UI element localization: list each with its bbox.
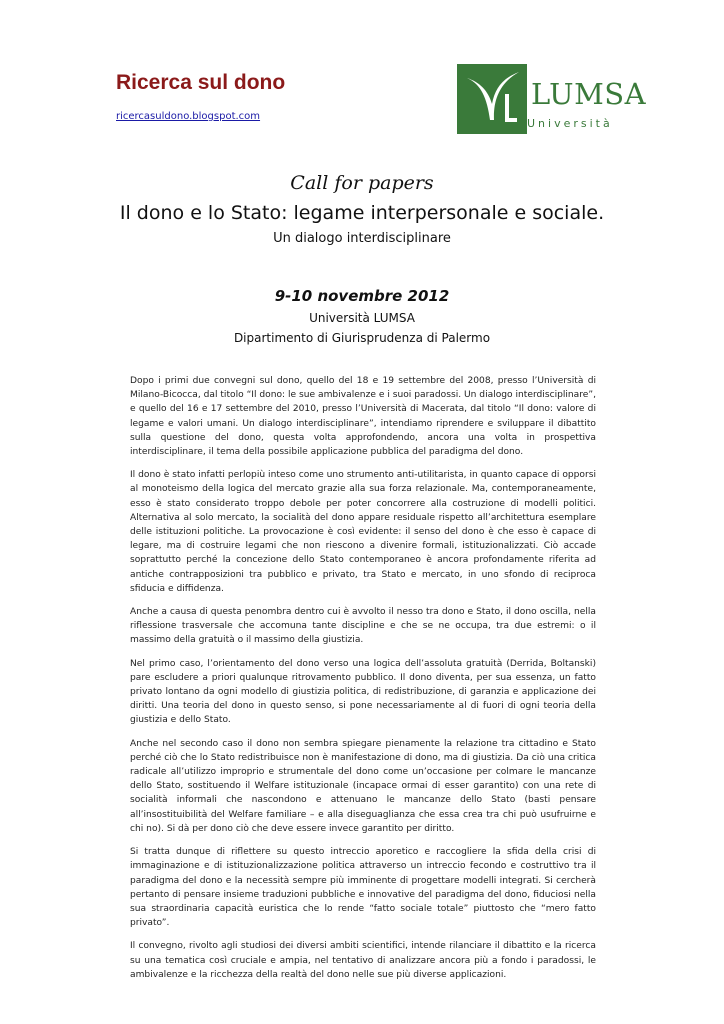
blog-link[interactable]: ricercasuldono.blogspot.com bbox=[116, 111, 261, 122]
event-title: Il dono e lo Stato: legame interpersonale e sociale. bbox=[119, 202, 605, 224]
body-text bbox=[130, 374, 596, 991]
lumsa-leaf-icon bbox=[457, 64, 527, 134]
paragraph: Nel primo caso, l’orientamento del dono verso una logica dell’assoluta gratuità (Derrida, Boltanski) pare escludere a priori qualunque ritrovamento pubblico. Il dono diventa, per sua essenza, un fatto privato lontano da ogni modello di giustizia politica, di redistribuzione, di garanzia e applicazione dei diritti. Una teoria del dono in questo senso, si pone necessariamente al di fuori di ogni teoria della giustizia e dello Stato. bbox=[130, 658, 596, 726]
paragraph: Anche nel secondo caso il dono non sembra spiegare pienamente la relazione tra cittadino e Stato perché ciò che lo Stato redistribuisce non è manifestazione di dono, ma di giustizia. Da ciò una critica radicale all’utilizzo improprio e strumentale del dono come un’occasione per colmare le mancanze dello Stato, sostituendo il Welfare istituzionale (incapace ormai di esser garantito) con una rete di socialità informali che nascondono e attenuano le mancanze dello Stato (basti pensare all’insostituibilità del Welfare familiare – e alla diseguaglianza che essa crea tra chi può usufruirne e chi no). Si dà per dono ciò che deve essere invece garantito per diritto. bbox=[130, 738, 596, 834]
event-department: Dipartimento di Giurisprudenza di Palermo bbox=[233, 331, 491, 345]
event-date: 9-10 novembre 2012 bbox=[274, 287, 450, 305]
event-venue: Università LUMSA bbox=[309, 311, 415, 325]
lumsa-logo bbox=[457, 64, 647, 134]
paragraph: Anche a causa di questa penombra dentro cui è avvolto il nesso tra dono e Stato, il dono oscilla, nella riflessione trasversale che accomuna tante discipline e che se ne occupa, tra due estremi: o il massimo della gratuità o il massimo della giustizia. bbox=[130, 607, 596, 646]
paragraph: Il dono è stato infatti perlopiù inteso come uno strumento anti-utilitarista, in quanto capace di opporsi al monoteismo della logica del mercato grazie alla sua forza relazionale. Ma, contemporaneamente, esso è stato considerato troppo debole per poter concorrere alla costruzione di modelli politici. Alternativa al solo mercato, la socialità del dono appare residuale rispetto all’architettura esemplare delle istituzioni politiche. La provocazione è così evidente: il senso del dono è che esso è capace di legare, ma di costruire legami che non riescono a divenire formali, istituzionalizzati. Ciò accade soprattutto perché la concezione dello Stato contemporaneo è ancora profondamente riferita ad antiche contrapposizioni tra pubblico e privato, tra Stato e mercato, in uno sfondo di reciproca sfiducia e diffidenza. bbox=[130, 470, 596, 594]
logo-name: LUMSA bbox=[531, 77, 647, 111]
paragraph: Dopo i primi due convegni sul dono, quello del 18 e 19 settembre del 2008, presso l’Università di Milano-Bicocca, dal titolo “Il dono: le sue ambivalenze e i suoi paradossi. Un dialogo interdisciplinare”, e quello del 16 e 17 settembre del 2010, presso l’Università di Macerata, dal titolo “Il dono: valore di legame e valori umani. Un dialogo interdisciplinare”, intendiamo riprendere e sviluppare il dibattito sulla questione del dono, questa volta approfondendo, ancora una volta in prospettiva interdisciplinare, il tema della possibile applicazione pubblica del paradigma del dono. bbox=[130, 376, 596, 458]
site-title: Ricerca sul dono bbox=[116, 71, 286, 94]
paragraph: Si tratta dunque di riflettere su questo intreccio aporetico e raccogliere la sfida della crisi di immaginazione e di istituzionalizzazione politica attraverso un intreccio fecondo e costruttivo tra il paradigma del dono e la necessità sempre più imminente di progettare modelli integrati. Si cercherà pertanto di pensare insieme traduzioni pubbliche e innovative del paradigma del dono, fiduciosi nella sua straordinaria capacità euristica che lo rende “fatto sociale totale” piuttosto che “mero fatto privato”. bbox=[130, 847, 596, 929]
call-for-papers-heading: Call for papers bbox=[290, 172, 434, 194]
event-subtitle: Un dialogo interdisciplinare bbox=[273, 231, 451, 246]
paragraph: Il convegno, rivolto agli studiosi dei diversi ambiti scientifici, intende rilanciare il dibattito e la ricerca su una tematica così cruciale e ampia, nel tentativo di analizzare ancora più a fondo i paradossi, le ambivalenze e la ricchezza della realtà del dono nelle sue più diverse applicazioni. bbox=[130, 941, 596, 980]
logo-subtitle: Università bbox=[527, 117, 613, 130]
